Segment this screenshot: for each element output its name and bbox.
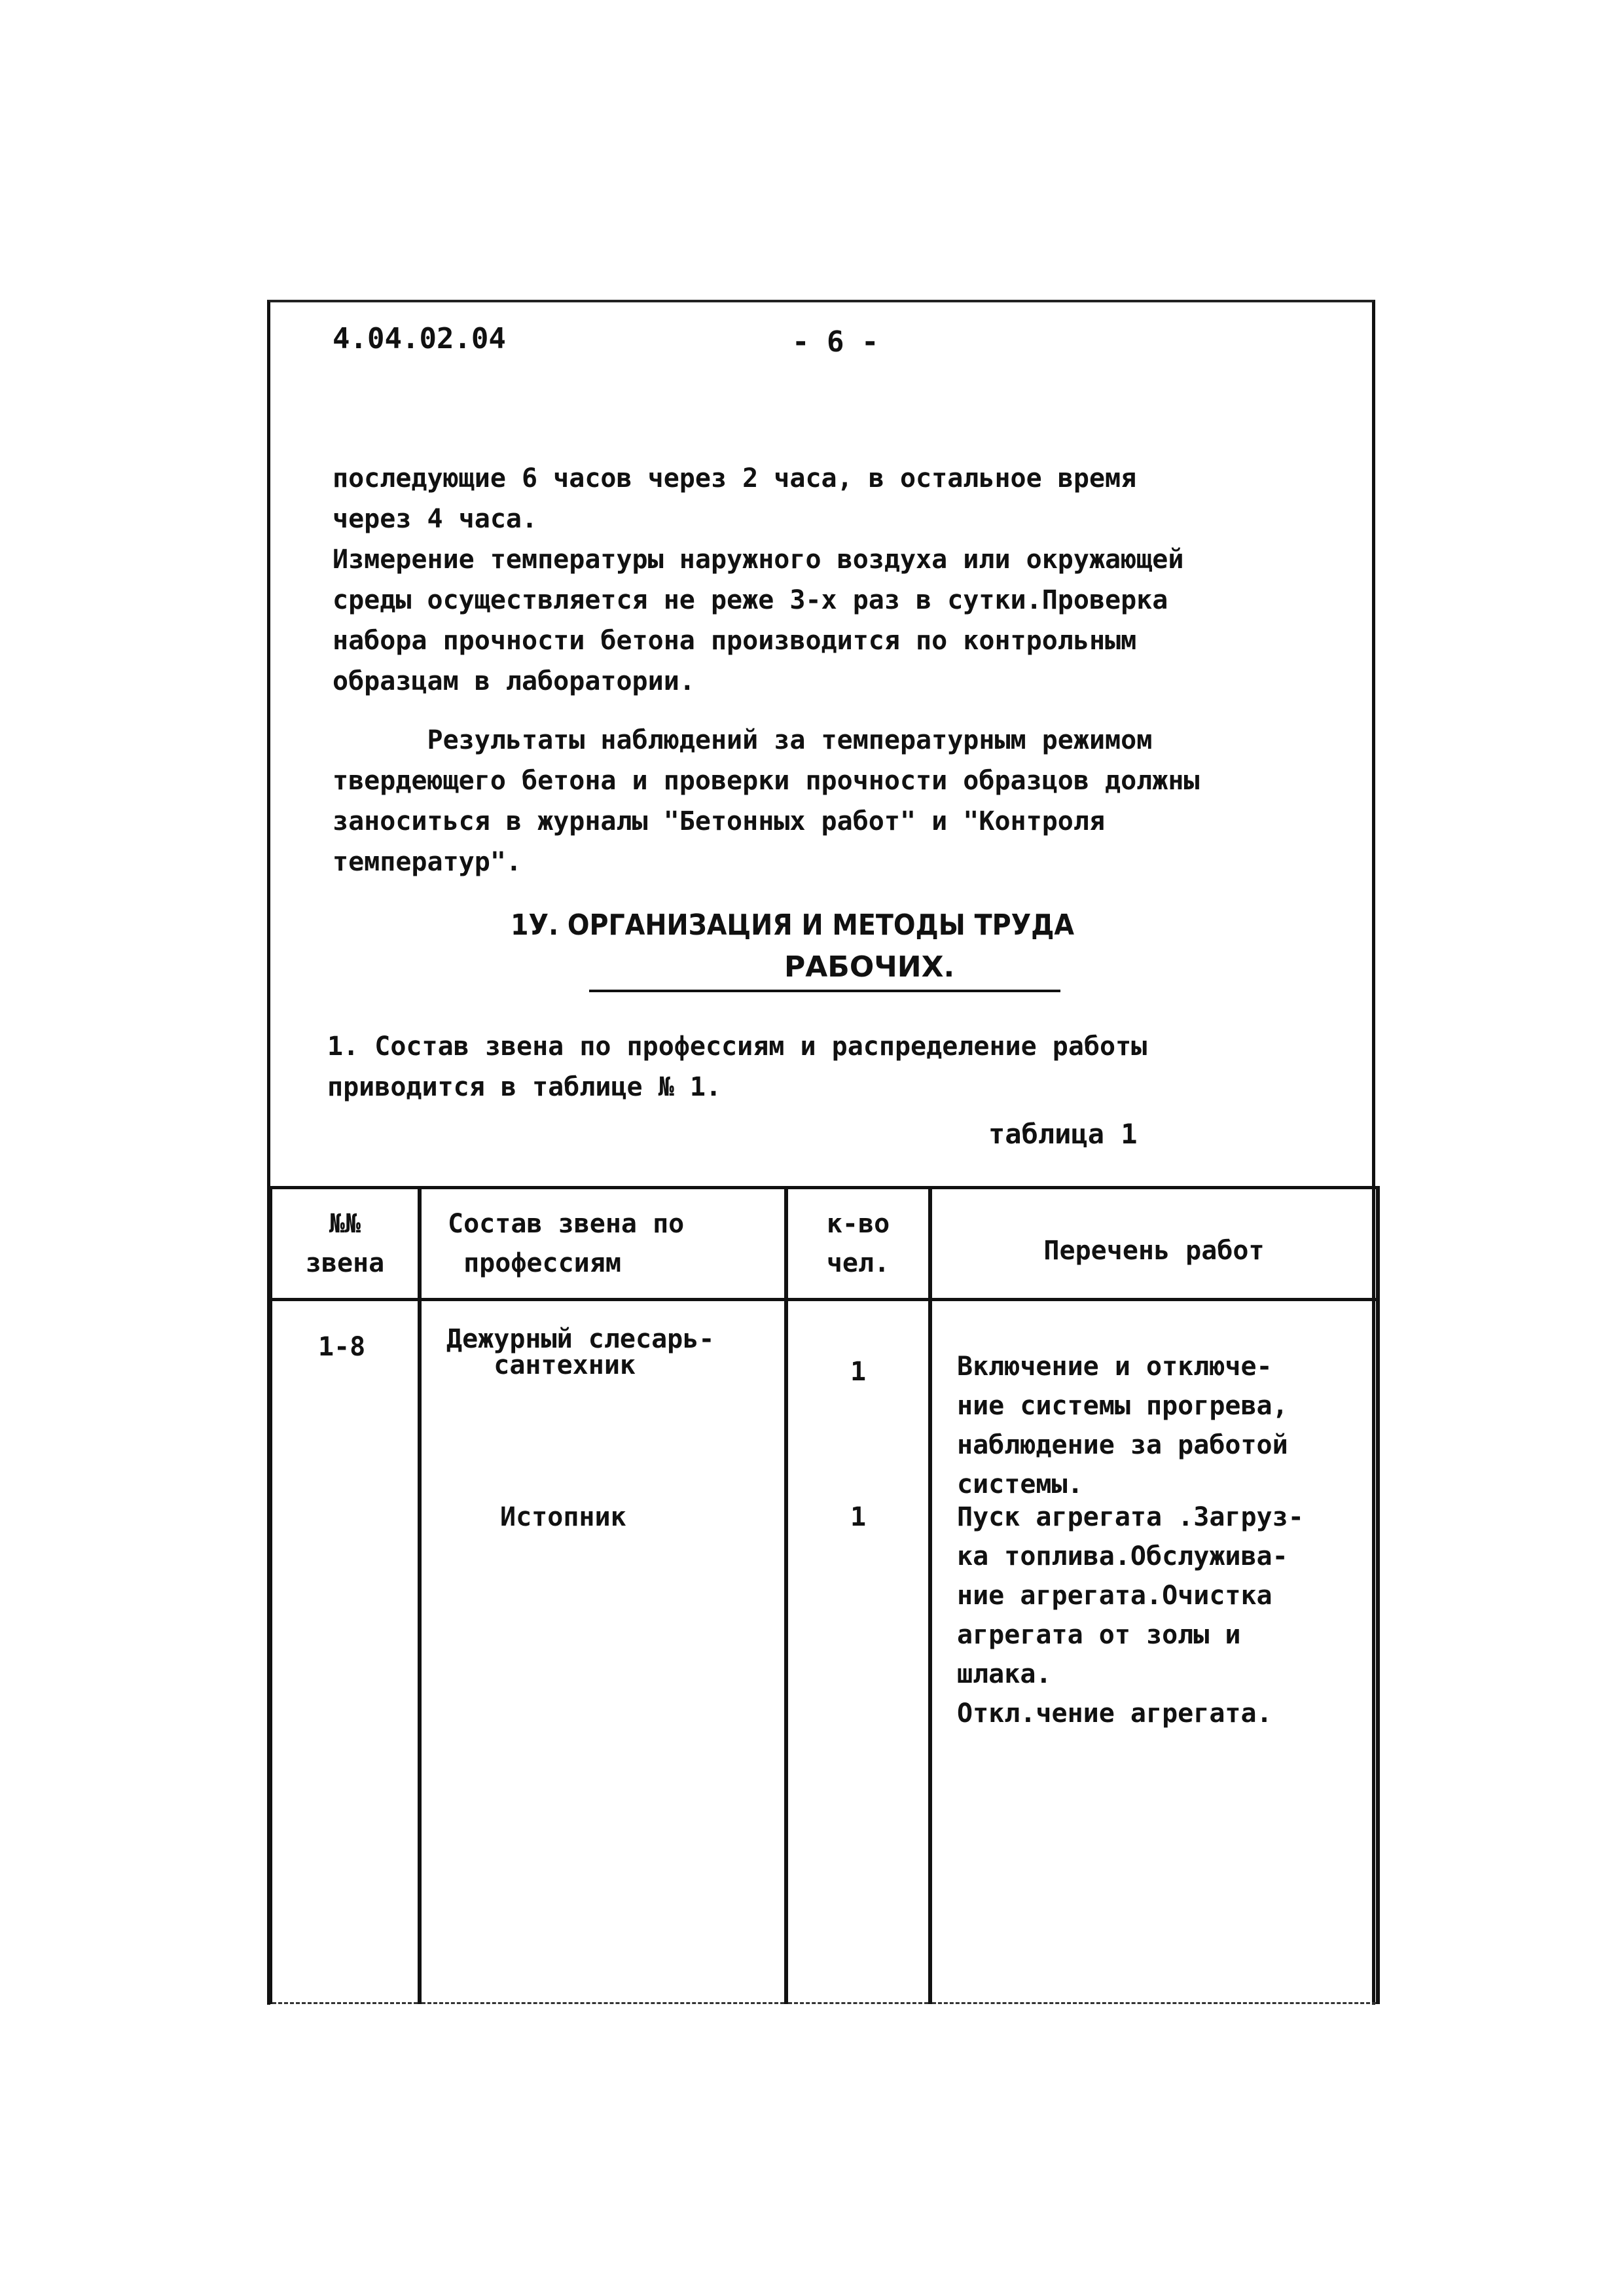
header-team-number xyxy=(270,1188,420,1300)
section-title: 1У. ОРГАНИЗАЦИЯ И МЕТОДЫ ТРУДА xyxy=(511,908,1075,942)
paragraph-measurements: последующие 6 часов через 2 часа, в остальное время через 4 часа. Измерение температуры наружного воздуха или окружающей среды осуществляется не реже 3-х раз в сутки.Проверка набора прочности бетона производится по контрольным образцам в лаборатории. xyxy=(333,463,1184,696)
table-row xyxy=(270,1300,1378,2003)
profession-stoker: Истопник xyxy=(500,1502,626,1532)
paragraph-team-composition: 1. Состав звена по профессиям и распределение работы приводится в таблице № 1. xyxy=(327,1031,1147,1102)
document-code: 4.04.02.04 xyxy=(333,322,506,355)
quantity-stoker: 1 xyxy=(850,1502,867,1532)
cell-work-list xyxy=(930,1300,1378,2003)
page-number: - 6 - xyxy=(792,325,879,359)
section-title-continued: РАБОЧИХ. xyxy=(784,950,955,984)
work-stoker: Пуск агрегата .Загруз- ка топлива.Обслужива- ние агрегата.Очистка агрегата от золы и шлака. Откл.чение агрегата. xyxy=(957,1502,1304,1729)
profession-plumber: Дежурный слесарь- сантехник xyxy=(446,1324,715,1380)
section-title-underline xyxy=(589,990,1060,992)
work-plumber: Включение и отключе- ние системы прогрева, наблюдение за работой системы. xyxy=(957,1352,1288,1499)
header-quantity-label: к-во чел. xyxy=(826,1209,890,1278)
cell-quantities xyxy=(786,1300,930,2003)
header-work-list xyxy=(930,1188,1378,1300)
header-quantity xyxy=(786,1188,930,1300)
team-number: 1-8 xyxy=(318,1332,366,1362)
header-work-list-label: Перечень работ xyxy=(1043,1236,1265,1266)
paragraph-results: Результаты наблюдений за температурным режимом твердеющего бетона и проверки прочности образцов должны заноситься в журналы "Бетонных работ" и "Контроля температур". xyxy=(333,725,1200,877)
header-team-number-label: №№ звена xyxy=(305,1209,385,1278)
table-label: таблица 1 xyxy=(988,1118,1138,1150)
table-header-row xyxy=(270,1188,1378,1300)
header-profession-label: Состав звена по профессиям xyxy=(448,1209,685,1278)
quantity-plumber: 1 xyxy=(850,1357,867,1387)
header-profession xyxy=(420,1188,786,1300)
cell-professions xyxy=(420,1300,786,2003)
team-table xyxy=(268,1186,1380,2004)
cell-team-number xyxy=(270,1300,420,2003)
